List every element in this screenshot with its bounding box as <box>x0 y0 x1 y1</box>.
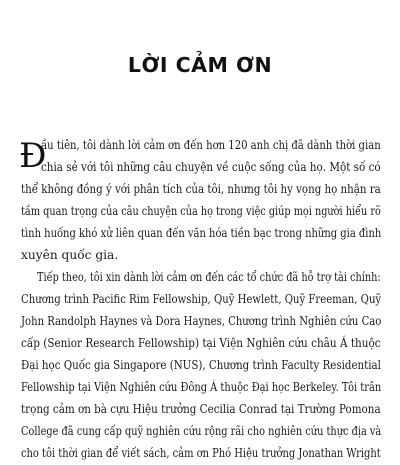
text-line: trọng cảm ơn bà cựu Hiệu trưởng Cecilia Conrad tại Trường Pomona <box>21 402 381 416</box>
text-line: John Randolph Haynes và Dora Haynes, Chương trình Nghiên cứu Cao <box>21 314 382 328</box>
text-line: Đại học Quốc gia Singapore (NUS), Chương trình Faculty Residential <box>21 358 381 372</box>
text-line: chia sẻ với tôi những câu chuyện về cuộc sống của họ. Một số có <box>41 160 381 174</box>
text-line: cấp (Senior Research Fellowship) tại Viện Nghiên cứu châu Á thuộc <box>21 336 381 350</box>
text-line: tình huống khó xử liên quan đến văn hóa tiền bạc trong những gia đình <box>21 226 382 240</box>
page-title: LỜI CẢM ƠN <box>127 53 273 77</box>
text-line: thể không đồng ý với phân tích của tôi, nhưng tôi hy vọng họ nhận ra <box>21 182 381 196</box>
text-line: Fellowship tại Viện Nghiên cứu Đông Á thuộc Đại học Berkeley. Tôi trân <box>21 380 382 394</box>
text-line: Chương trình Pacific Rim Fellowship, Quỹ Hewlett, Quỹ Freeman, Quỹ <box>21 292 382 306</box>
text-line: Tiếp theo, tôi xin dành lời cảm ơn đến các tổ chức đã hỗ trợ tài chính: <box>37 270 381 284</box>
text-line: tầm quan trọng của câu chuyện của họ trong việc giúp mọi người hiểu rõ <box>21 204 381 218</box>
text-line: College đã cung cấp quỹ nghiên cứu rộng rãi cho nghiên cứu thực địa và <box>21 424 382 438</box>
text-line: cho tôi thời gian để viết sách, cảm ơn Phó Hiệu trưởng Jonathan Wright <box>21 446 381 460</box>
drop-cap: Đ <box>19 136 47 176</box>
text-line: xuyên quốc gia. <box>21 248 119 262</box>
text-line: ầu tiên, tôi dành lời cảm ơn đến hơn 120 anh chị đã dành thời gian <box>41 138 381 152</box>
